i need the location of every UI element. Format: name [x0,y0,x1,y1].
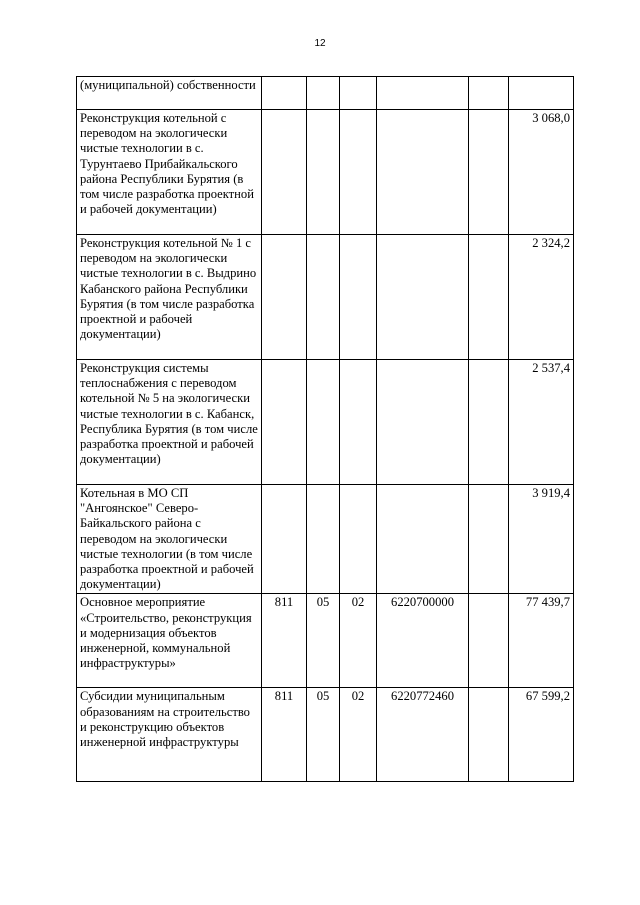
table-row [77,594,574,688]
amount-cell: 3 919,4 [509,485,574,594]
grbs-cell: 811 [262,594,307,688]
page-number: 12 [314,38,326,49]
section-cell [307,360,340,485]
section-cell [307,77,340,110]
grbs-cell [262,110,307,235]
target-article-cell [377,235,469,360]
table-row [77,688,574,782]
row-name-cell: Котельная в МО СП "Ангоянское" Северо-Байкальского района с переводом на экологически чистые технологии (в том числе разработка проектной и рабочей документации) [77,485,262,594]
subsection-cell [340,235,377,360]
expense-type-cell [469,485,509,594]
expense-type-cell [469,594,509,688]
subsection-cell [340,77,377,110]
grbs-cell [262,360,307,485]
expense-type-cell [469,360,509,485]
amount-cell [509,77,574,110]
subsection-cell: 02 [340,688,377,782]
amount-cell: 67 599,2 [509,688,574,782]
section-cell: 05 [307,688,340,782]
expense-type-cell [469,688,509,782]
target-article-cell [377,110,469,235]
table-row [77,360,574,485]
expense-type-cell [469,77,509,110]
amount-cell: 2 324,2 [509,235,574,360]
amount-cell: 3 068,0 [509,110,574,235]
section-cell [307,485,340,594]
grbs-cell [262,235,307,360]
amount-cell: 2 537,4 [509,360,574,485]
row-name-cell: (муниципальной) собственности [77,77,262,110]
expense-type-cell [469,235,509,360]
target-article-cell: 6220772460 [377,688,469,782]
subsection-cell: 02 [340,594,377,688]
row-name-cell: Реконструкция котельной № 1 с переводом на экологически чистые технологии в с. Выдрино Кабанского района Республики Бурятия (в том числе разработка проектной и рабочей документации) [77,235,262,360]
table-row [77,77,574,110]
grbs-cell [262,485,307,594]
subsection-cell [340,110,377,235]
subsection-cell [340,360,377,485]
grbs-cell [262,77,307,110]
row-name-cell: Субсидии муниципальным образованиям на строительство и реконструкцию объектов инженерной инфраструктуры [77,688,262,782]
target-article-cell [377,77,469,110]
target-article-cell: 6220700000 [377,594,469,688]
table-row [77,110,574,235]
budget-table [76,76,574,782]
row-name-cell: Реконструкция котельной с переводом на экологически чистые технологии в с. Турунтаево Прибайкальского района Республики Бурятия (в том числе разработка проектной и рабочей документации) [77,110,262,235]
row-name-cell: Основное мероприятие «Строительство, реконструкция и модернизация объектов инженерной, коммунальной инфраструктуры» [77,594,262,688]
section-cell [307,235,340,360]
grbs-cell: 811 [262,688,307,782]
table-row [77,235,574,360]
table-row [77,485,574,594]
target-article-cell [377,485,469,594]
expense-type-cell [469,110,509,235]
section-cell [307,110,340,235]
section-cell: 05 [307,594,340,688]
subsection-cell [340,485,377,594]
target-article-cell [377,360,469,485]
amount-cell: 77 439,7 [509,594,574,688]
row-name-cell: Реконструкция системы теплоснабжения с переводом котельной № 5 на экологически чистые технологии в с. Кабанск, Республика Бурятия (в том числе разработка проектной и рабочей документации) [77,360,262,485]
